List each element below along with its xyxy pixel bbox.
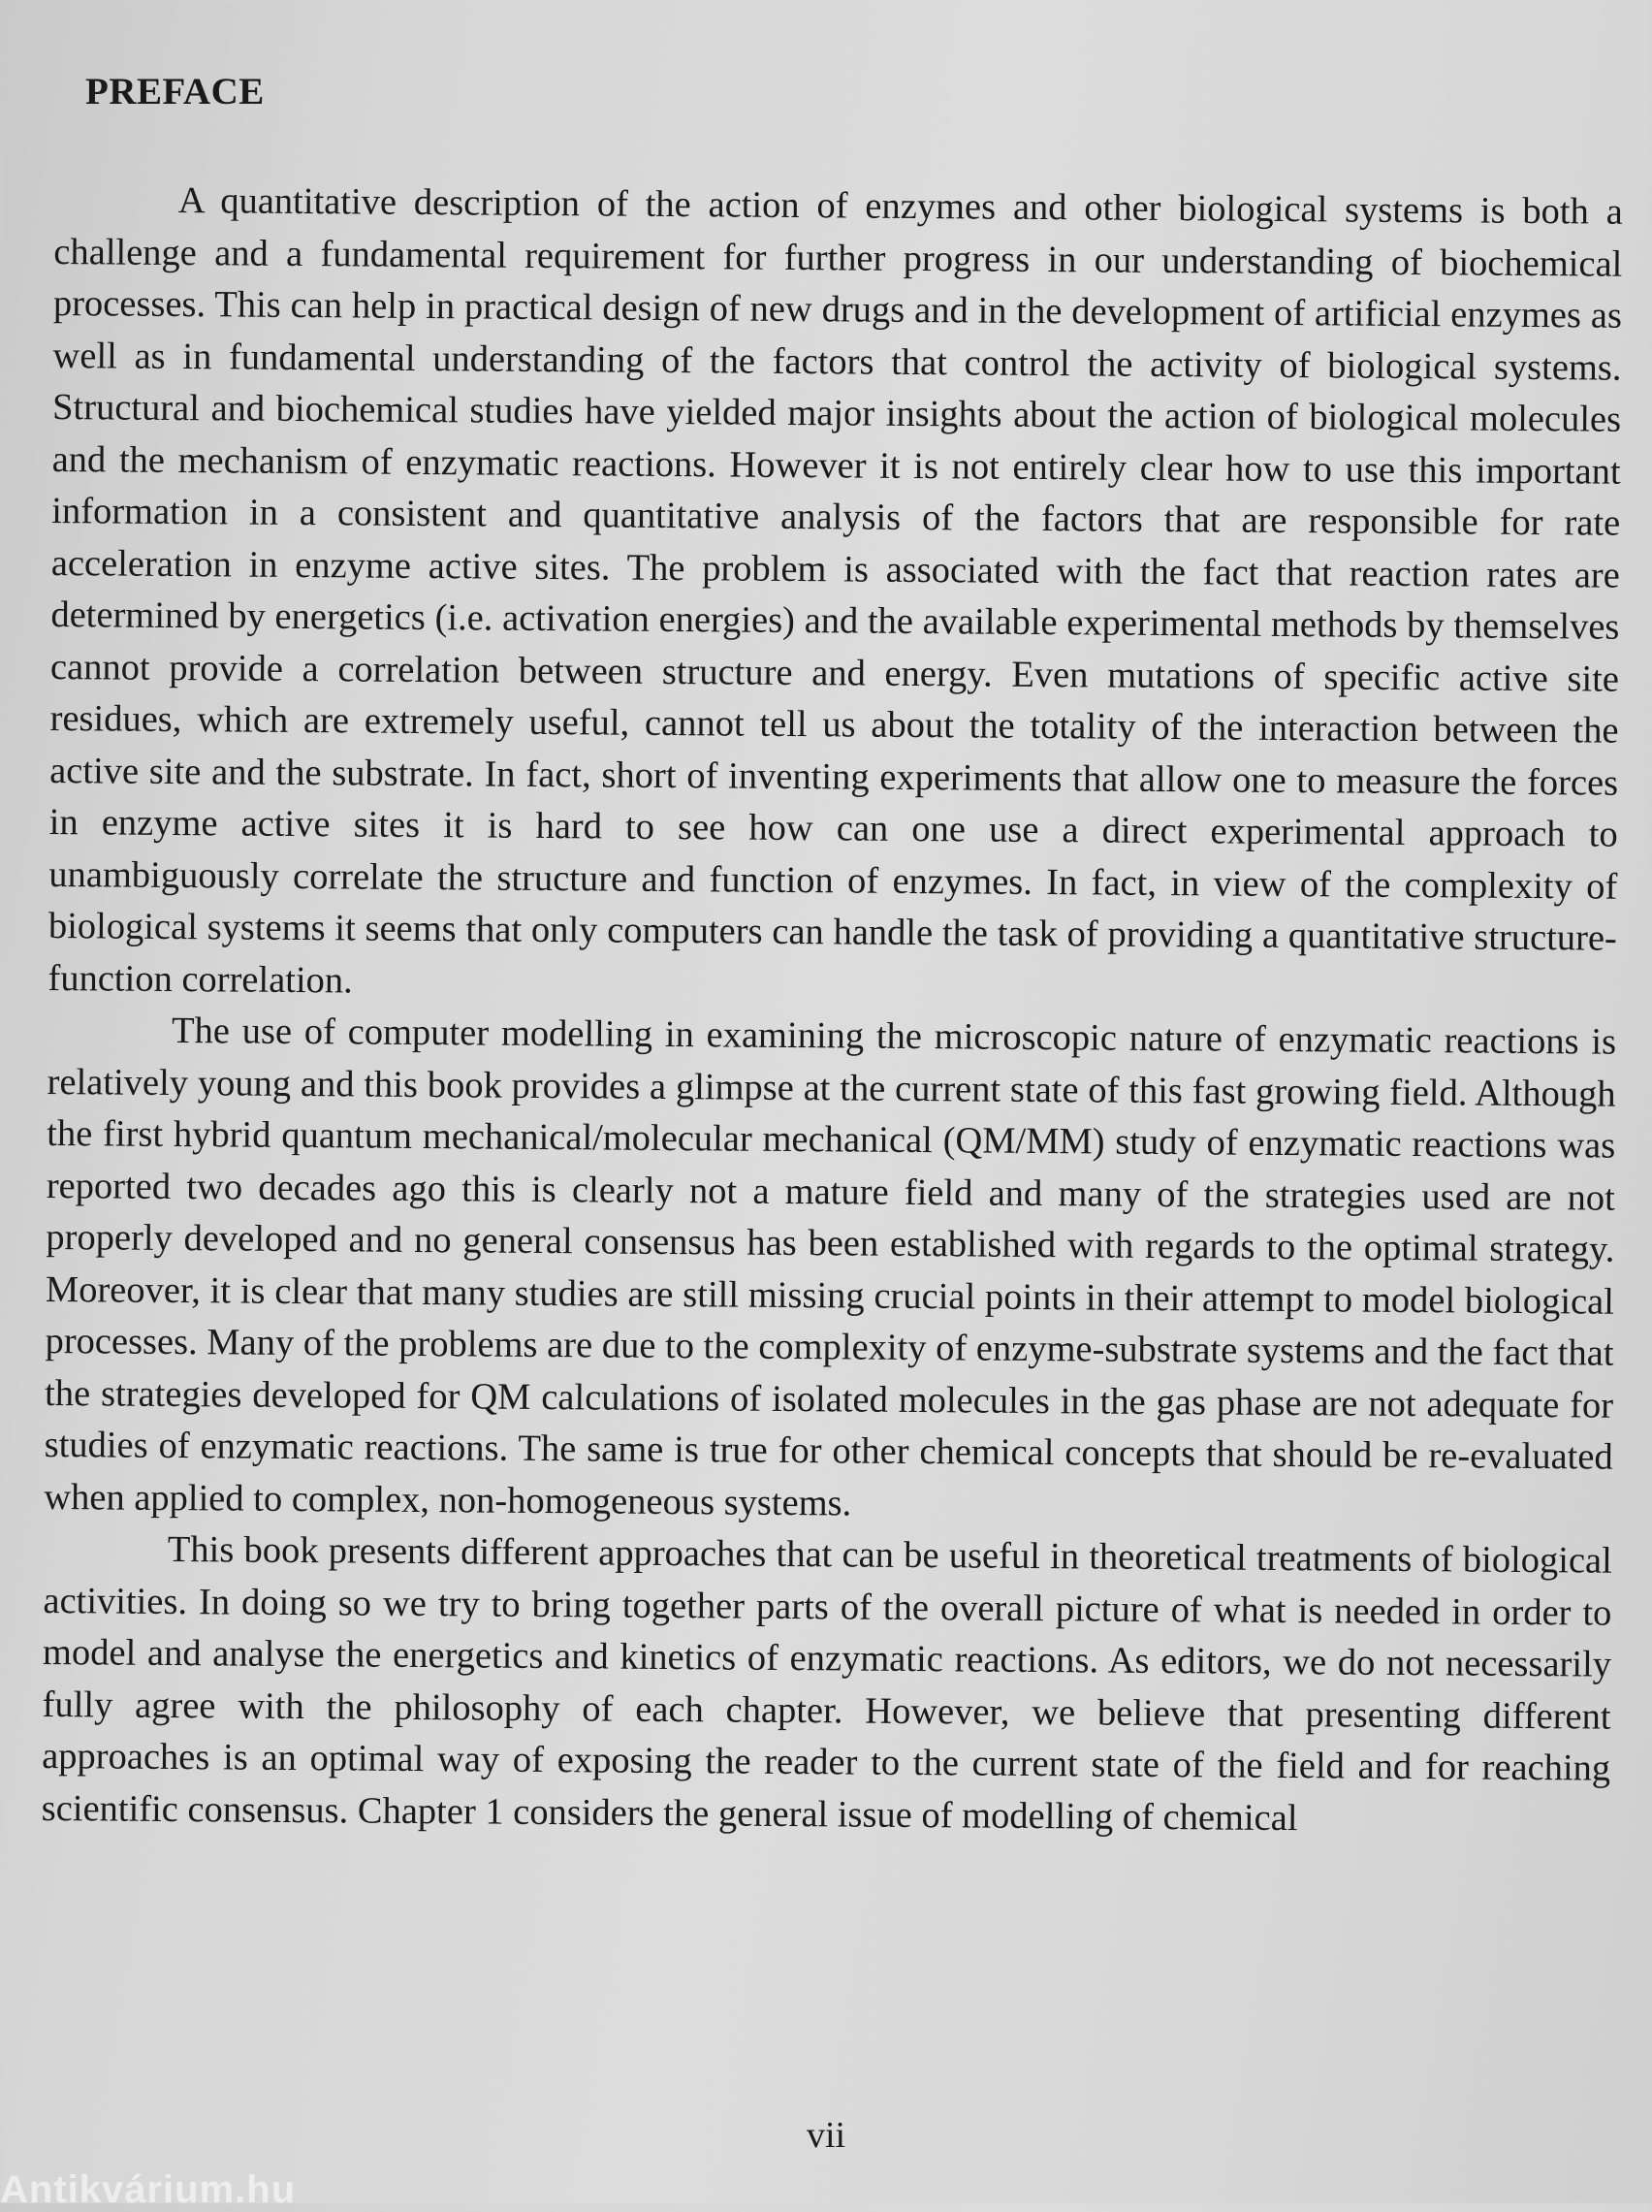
preface-heading: PREFACE [85, 71, 265, 112]
paragraph-1: A quantitative description of the action of enzymes and other biological systems is both a challenge and a fundamental requirement for further progress in our understanding of biochemical processes. This can help in practical design of new drugs and in the development of artificial enzymes as well as in fundamental understanding of the factors that control the activity of biological systems. Structural and biochemical studies have yielded major insights about the action of biological molecules and the mechanism of enzymatic reactions. However it is not entirely clear how to use this important information in a consistent and quantitative analysis of the factors that are responsible for rate acceleration in enzyme active sites. The problem is associated with the fact that reaction rates are determined by energetics (i.e. activation energies) and the available experimental methods by themselves cannot provide a correlation between structure and energy. Even mutations of specific active site residues, which are extremely useful, cannot tell us about the totality of the interaction between the active site and the substrate. In fact, short of inventing experiments that allow one to measure the forces in enzyme active sites it is hard to see how can one use a direct experimental approach to unambiguously correlate the structure and function of enzymes. In fact, in view of the complexity of biological systems it seems that only computers can handle the task of providing a quantitative structure-function correlation. [48, 180, 1623, 1001]
paragraph-2: The use of computer modelling in examining the microscopic nature of enzymatic reactions is relatively young and this book provides a glimpse at the current state of this fast growing field. Although the first hybrid quantum mechanical/molecular mechanical (QM/MM) study of enzymatic reactions was reported two decades ago this is clearly not a mature field and many of the strategies used are not properly developed and no general consensus has been established with regards to the optimal strategy. Moreover, it is clear that many studies are still missing crucial points in their attempt to model biological processes. Many of the problems are due to the complexity of enzyme-substrate systems and the fact that the strategies developed for QM calculations of isolated molecules in the gas phase are not adequate for studies of enzymatic reactions. The same is true for other chemical concepts that should be re-evaluated when applied to complex, non-homogeneous systems. [44, 1010, 1617, 1523]
watermark-text: Antikvárium.hu [0, 2168, 297, 2211]
paragraph-3: This book presents different approaches that can be useful in theoretical treatments of biological activities. In doing so we try to bring together parts of the overall picture of what is needed in order to model and analyse the energetics and kinetics of enzymatic reactions. As editors, we do not necessarily fully agree with the philosophy of each chapter. However, we believe that presenting different approaches is an optimal way of exposing the reader to the current state of the field and for reaching scientific consensus. Chapter 1 considers the general issue of modelling of chemical [41, 1528, 1612, 1839]
page-number: vii [806, 2115, 846, 2156]
preface-body [42, 175, 1623, 1847]
